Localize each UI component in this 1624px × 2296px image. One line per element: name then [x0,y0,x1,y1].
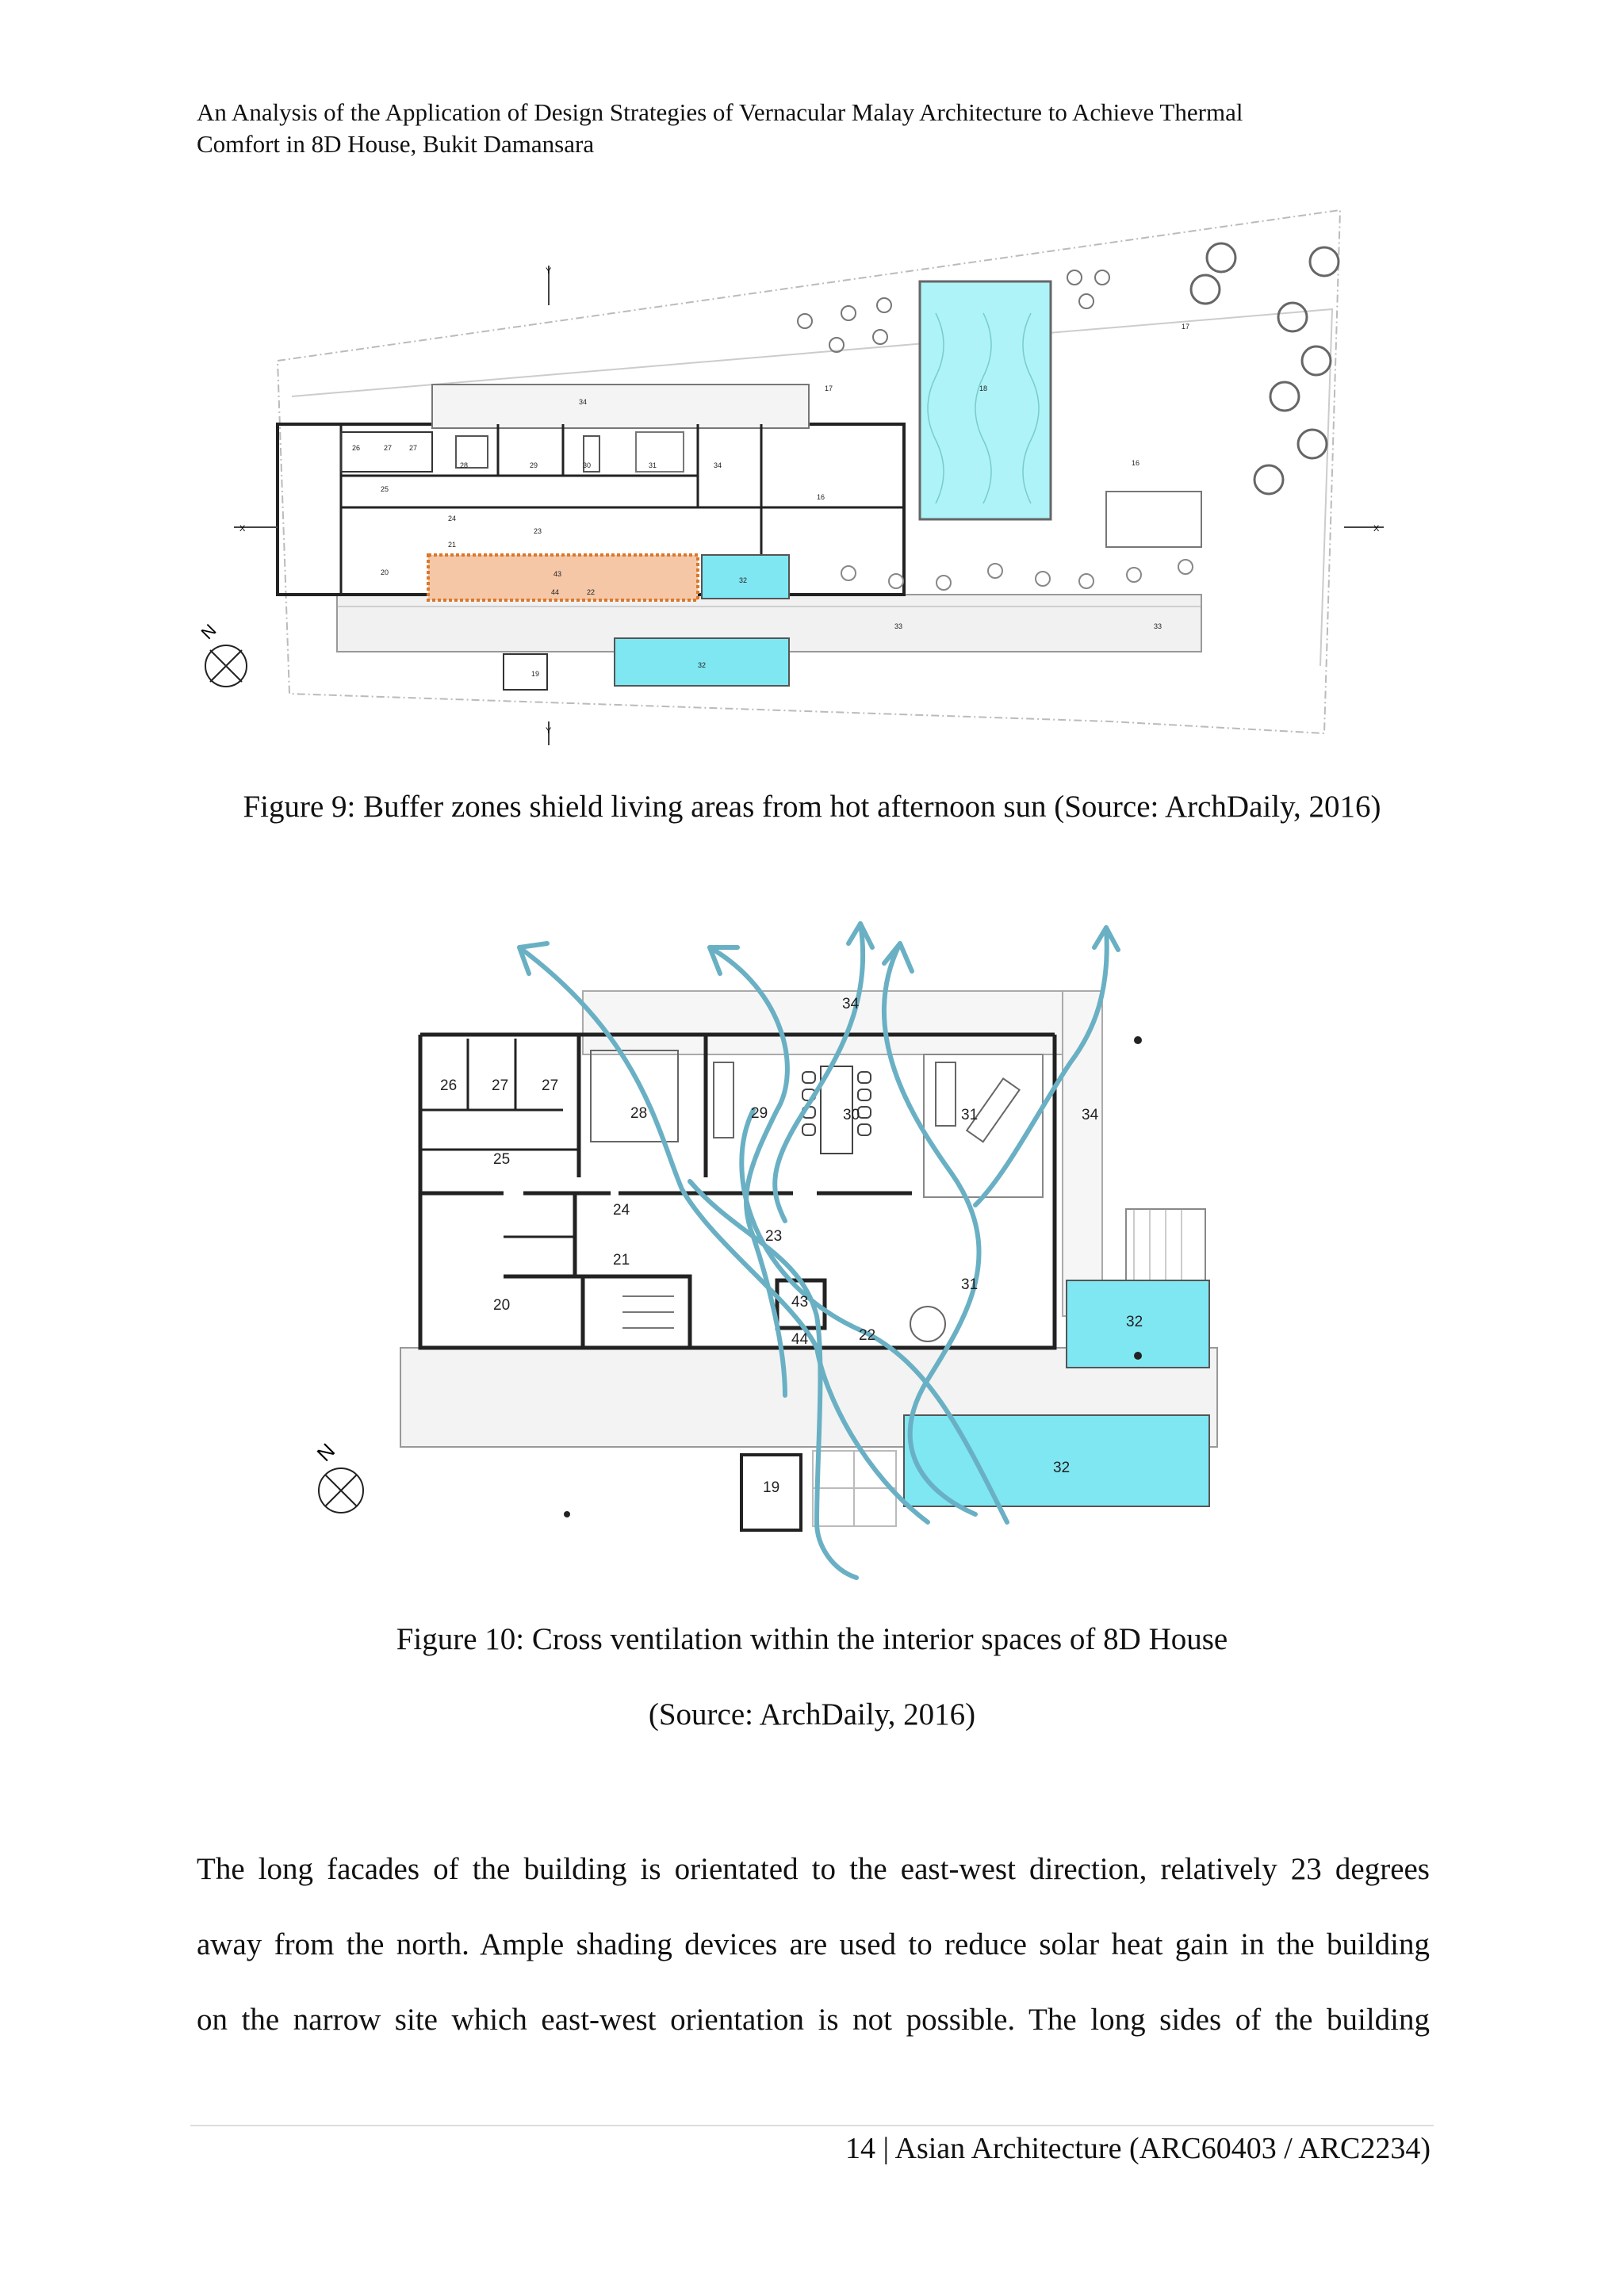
small-shrubs [841,560,1193,590]
room-label: 26 [352,444,361,452]
ventilation-plan-drawing [309,904,1245,1594]
room-label: 16 [817,493,825,501]
room-label: 18 [979,385,988,392]
room-label: 29 [530,461,538,469]
room-label: 31 [649,461,657,469]
roof-overhang [432,385,809,428]
room-label: 34 [714,461,722,469]
figure-10 [309,904,1245,1594]
room-label: 16 [1132,459,1140,467]
footer-rule [190,2125,1434,2126]
section-label-y-south: Y [546,726,552,736]
body-line-3: on the narrow site which east-west orientation is not possible. The long sides of the building [197,2003,1430,2037]
figure-10-caption-line-1: Figure 10: Cross ventilation within the interior spaces of 8D House [396,1622,1228,1656]
room-label: 20 [381,568,389,576]
room-label: 32 [1126,1314,1143,1330]
room-label: 21 [448,541,457,549]
room-label: 24 [448,515,457,522]
room-label: 43 [553,570,562,578]
figure-10-caption-line-2: (Source: ArchDaily, 2016) [648,1697,976,1732]
room-label: 27 [384,444,393,452]
room-label: 24 [613,1202,630,1219]
room-label: 27 [542,1077,559,1094]
body-line-2: away from the north. Ample shading devices are used to reduce solar heat gain in the building [197,1927,1430,1961]
room-label: 19 [763,1479,780,1496]
room-label: 33 [1154,622,1162,630]
room-label: 31 [961,1107,979,1123]
room-label: 26 [440,1077,458,1094]
site-boundary [278,210,1340,733]
room-label: 43 [791,1294,809,1311]
round-trees [1191,243,1339,494]
dining-chairs [802,1072,871,1135]
room-label: 25 [493,1151,511,1168]
room-label: 34 [1082,1107,1099,1123]
room-label: 34 [842,996,860,1012]
north-arrow [197,620,247,687]
room-label: 28 [460,461,469,469]
east-stairs [1106,492,1201,547]
room-label: 34 [579,398,588,406]
room-label: 22 [859,1327,876,1344]
sofa [936,1062,956,1126]
north-label: N [312,1438,340,1466]
kitchen-island [591,1050,678,1142]
lounge-furniture [636,432,684,472]
room-label: 28 [630,1105,648,1122]
section-label-y-north: Y [546,266,552,276]
kitchen-counter [714,1062,733,1138]
figure-9 [190,194,1404,749]
room-label: 22 [587,588,596,596]
round-table [910,1307,945,1341]
running-header [197,97,1434,160]
room-label: 23 [765,1228,783,1245]
room-label: 23 [534,527,542,535]
room-label: 27 [409,444,418,452]
site-plan-drawing [190,194,1404,749]
room-label: 27 [492,1077,509,1094]
section-label-x-east: X [1373,524,1380,534]
body-line-1: The long facades of the building is orientated to the east-west direction, relatively 23 degrees [197,1852,1430,1886]
header-line-2: Comfort in 8D House, Bukit Damansara [197,130,595,158]
buffer-zone-highlight [428,555,698,600]
room-label: 29 [751,1105,768,1122]
toilet-cubicles [341,432,432,472]
body-paragraph [197,1831,1430,2057]
section-label-x-west: X [239,524,246,534]
room-label: 32 [739,576,748,584]
figure-9-caption: Figure 9: Buffer zones shield living areas from hot afternoon sun (Source: ArchDaily, 2016) [243,790,1381,824]
room-label: 32 [698,661,707,669]
room-label: 33 [894,622,903,630]
cabin-19 [504,654,547,690]
room-label: 17 [825,385,833,392]
room-label: 17 [1182,323,1190,331]
room-label: 30 [843,1107,860,1123]
page-footer: 14 | Asian Architecture (ARC60403 / ARC2234) [845,2132,1431,2165]
room-label: 20 [493,1297,511,1314]
room-label: 25 [381,485,389,493]
header-line-1: An Analysis of the Application of Design Strategies of Vernacular Malay Architecture to Achieve Thermal [197,98,1243,126]
room-label: 19 [531,670,540,678]
room-label: 31 [961,1276,979,1293]
room-label: 30 [583,461,592,469]
north-label: N [197,620,220,644]
room-label: 44 [551,588,560,596]
room-label: 21 [613,1252,630,1269]
room-label: 32 [1053,1460,1071,1476]
north-arrow [312,1438,363,1513]
room-label: 44 [791,1331,809,1348]
